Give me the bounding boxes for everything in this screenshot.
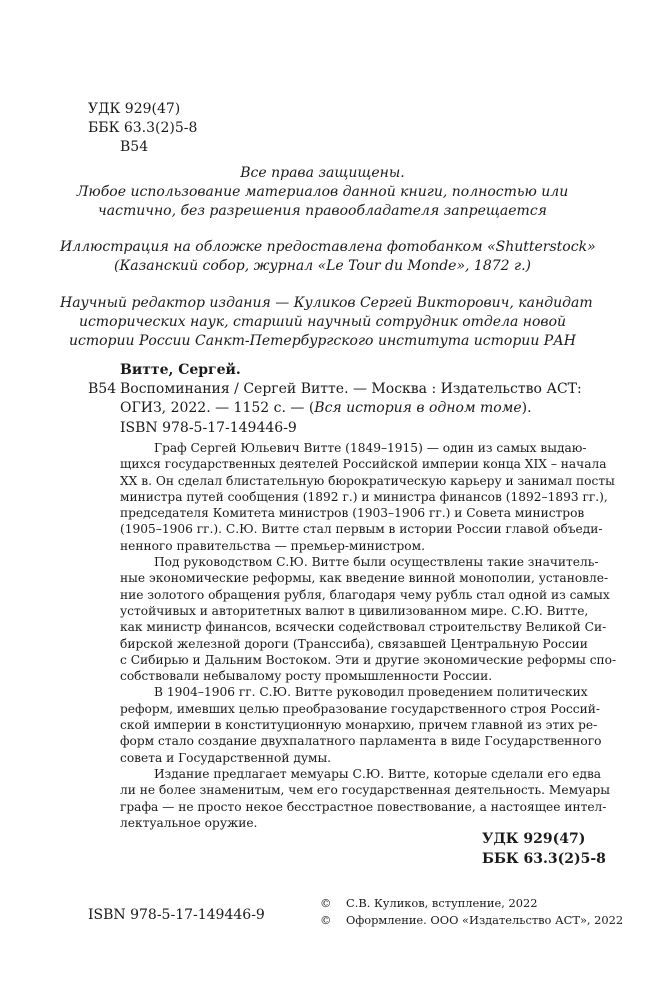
- abstract-line: министра путей сообщения (1892 г.) и министра финансов (1892–1893 гг.),: [120, 489, 608, 504]
- abstract-line: XX в. Он сделал блистательную бюрократическую карьеру и занимал посты: [120, 473, 615, 488]
- entry-series: Вся история в одном томе: [314, 400, 522, 416]
- copyright-block: [320, 895, 623, 929]
- abstract-line: В 1904–1906 гг. С.Ю. Витте руководил проведением политических: [154, 685, 588, 700]
- cover-credit: [60, 238, 596, 276]
- bottom-bbk-code: ББК 63.3(2)5-8: [482, 851, 606, 867]
- abstract: [120, 440, 617, 831]
- abstract-line: ли не более знаменитым, чем его государственная деятельность. Мемуары: [120, 783, 611, 798]
- isbn-bottom: ISBN 978-5-17-149446-9: [88, 907, 265, 923]
- abstract-line: графа — не просто некое бесстрастное повествование, а настоящее интел-: [120, 799, 607, 814]
- entry-series-end: ).: [521, 400, 532, 416]
- editor-line: Научный редактор издания — Куликов Сергей Викторович, кандидат: [60, 295, 593, 311]
- abstract-line: бирской железной дороги (Транссиба), связавшей Центральную России: [120, 636, 588, 651]
- abstract-line: собствовали небывалому росту промышленности России.: [120, 669, 493, 684]
- abstract-line: Под руководством С.Ю. Витте были осуществлены такие значитель-: [154, 555, 599, 570]
- entry-isbn: ISBN 978-5-17-149446-9: [120, 420, 297, 436]
- classification-codes: [88, 100, 197, 157]
- copyright-text: С.В. Куликов, вступление, 2022: [346, 896, 538, 910]
- copyright-icon: ©: [320, 913, 332, 927]
- abstract-line: устойчивых и авторитетных валют в цивилизованном мире. С.Ю. Витте,: [120, 603, 589, 618]
- abstract-line: ненного правительства — премьер-министром.: [120, 538, 425, 553]
- editor-line: исторических наук, старший научный сотрудник отдела новой: [78, 314, 567, 330]
- entry-series-line: [120, 400, 532, 416]
- abstract-line: Издание предлагает мемуары С.Ю. Витте, которые сделали его едва: [154, 766, 602, 781]
- entry-publisher: ОГИЗ, 2022. — 1152 с. — (: [120, 400, 315, 416]
- abstract-line: (1905–1906 гг.). С.Ю. Витте стал первым в истории России главой объеди-: [120, 522, 603, 537]
- rights-line: Любое использование материалов данной книги, полностью или: [76, 184, 569, 200]
- bottom-udk-code: УДК 929(47): [482, 831, 586, 847]
- entry-code: В54: [88, 381, 117, 397]
- abstract-line: с Сибирью и Дальним Востоком. Эти и другие экономические реформы спо-: [120, 652, 617, 667]
- abstract-line: совета и Государственной думы.: [120, 750, 332, 765]
- copyright-icon: ©: [320, 896, 332, 910]
- copyright-text: Оформление. ООО «Издательство АСТ», 2022: [346, 913, 624, 927]
- copyright-line: [320, 895, 623, 912]
- rights-notice: [60, 164, 585, 221]
- abstract-line: председателя Комитета министров (1903–1906 гг.) и Совета министров: [120, 506, 585, 521]
- abstract-line: реформ, имевших целью преобразование государственного строя Россий-: [120, 701, 600, 716]
- abstract-line: как министр финансов, всячески содействовал строительству Великой Си-: [120, 620, 607, 635]
- abstract-line: ской империи в конституционную монархию, причем главной из этих ре-: [120, 718, 598, 733]
- cover-credit-line: (Казанский собор, журнал «Le Tour du Monde», 1872 г.): [114, 258, 531, 274]
- author-code: В54: [120, 139, 149, 155]
- abstract-line: Граф Сергей Юльевич Витте (1849–1915) — один из самых выдаю-: [154, 441, 587, 455]
- entry-author: Витте, Сергей.: [120, 362, 241, 378]
- bbk-code: ББК 63.3(2)5-8: [88, 120, 198, 136]
- editor-line: истории России Санкт-Петербургского института истории РАН: [68, 333, 577, 349]
- copyright-line: [320, 912, 623, 929]
- abstract-line: щихся государственных деятелей Российской империи конца XIX – начала: [120, 457, 607, 472]
- abstract-line: лектуальное оружие.: [120, 815, 258, 830]
- abstract-line: ние золотого обращения рубля, благодаря чему рубль стал одной из самых: [120, 587, 610, 602]
- entry-title-line: Воспоминания / Сергей Витте. — Москва : Издательство АСТ:: [120, 381, 582, 397]
- rights-line: Все права защищены.: [240, 165, 405, 181]
- abstract-line: ные экономические реформы, как введение винной монополии, установле-: [120, 571, 609, 586]
- udk-code: УДК 929(47): [88, 101, 181, 117]
- cover-credit-line: Иллюстрация на обложке предоставлена фотобанком «Shutterstock»: [60, 239, 596, 255]
- editor-note: [60, 294, 593, 351]
- rights-line: частично, без разрешения правообладателя запрещается: [98, 203, 547, 219]
- abstract-line: форм стало создание двухпалатного парламента в виде Государственного: [120, 734, 602, 749]
